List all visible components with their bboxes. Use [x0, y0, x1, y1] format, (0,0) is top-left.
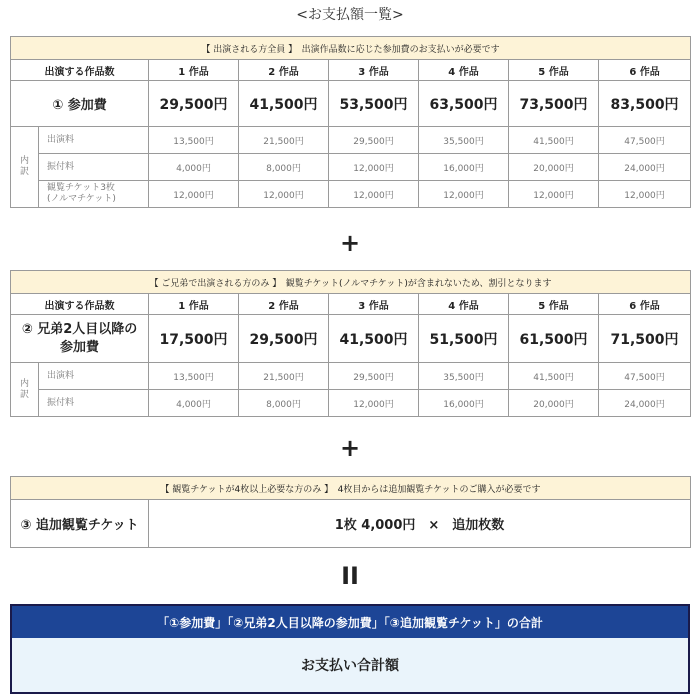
breakdown-value: 16,000円 — [419, 154, 509, 181]
section1-banner: 【 出演される方全員 】 出演作品数に応じた参加費のお支払いが必要です — [11, 37, 691, 60]
performance-fee-label: 出演料 — [39, 363, 149, 390]
breakdown-value: 12,000円 — [149, 181, 239, 208]
fee-value: 61,500円 — [509, 315, 599, 363]
fee-value: 29,500円 — [149, 81, 239, 127]
fee-value: 53,500円 — [329, 81, 419, 127]
breakdown-value: 20,000円 — [509, 154, 599, 181]
column-header: 4 作品 — [419, 294, 509, 315]
additional-ticket-label: ③ 追加観覧チケット — [11, 500, 149, 548]
column-header: 3 作品 — [329, 60, 419, 81]
additional-ticket-table — [10, 476, 691, 548]
column-header: 3 作品 — [329, 294, 419, 315]
fee-value: 17,500円 — [149, 315, 239, 363]
breakdown-value: 12,000円 — [329, 181, 419, 208]
breakdown-value: 29,500円 — [329, 363, 419, 390]
participation-fee-table — [10, 36, 691, 208]
breakdown-value: 12,000円 — [509, 181, 599, 208]
fee-value: 63,500円 — [419, 81, 509, 127]
breakdown-value: 12,000円 — [329, 390, 419, 417]
fee-value: 71,500円 — [599, 315, 691, 363]
fee-value: 73,500円 — [509, 81, 599, 127]
works-count-header: 出演する作品数 — [11, 60, 149, 81]
equals-sign: II — [341, 562, 359, 590]
breakdown-value: 12,000円 — [239, 181, 329, 208]
fee-value: 41,500円 — [239, 81, 329, 127]
plus-sign: + — [339, 229, 361, 257]
sibling-fee-label: ② 兄弟2人目以降の 参加費 — [11, 315, 149, 363]
breakdown-value: 13,500円 — [149, 127, 239, 154]
page-title: <お支払額一覧> — [296, 7, 404, 23]
participation-fee-label: ① 参加費 — [11, 81, 149, 127]
breakdown-value: 41,500円 — [509, 363, 599, 390]
works-count-header: 出演する作品数 — [11, 294, 149, 315]
fee-value: 51,500円 — [419, 315, 509, 363]
breakdown-value: 29,500円 — [329, 127, 419, 154]
breakdown-label: 内 訳 — [11, 363, 39, 417]
column-header: 2 作品 — [239, 60, 329, 81]
breakdown-value: 20,000円 — [509, 390, 599, 417]
breakdown-value: 4,000円 — [149, 154, 239, 181]
breakdown-value: 21,500円 — [239, 363, 329, 390]
breakdown-value: 16,000円 — [419, 390, 509, 417]
breakdown-value: 12,000円 — [419, 181, 509, 208]
column-header: 5 作品 — [509, 294, 599, 315]
fee-value: 29,500円 — [239, 315, 329, 363]
breakdown-value: 24,000円 — [599, 390, 691, 417]
breakdown-value: 35,500円 — [419, 127, 509, 154]
column-header: 6 作品 — [599, 294, 691, 315]
choreography-fee-label: 振付料 — [39, 154, 149, 181]
breakdown-value: 12,000円 — [599, 181, 691, 208]
breakdown-label: 内 訳 — [11, 127, 39, 208]
breakdown-value: 24,000円 — [599, 154, 691, 181]
breakdown-value: 8,000円 — [239, 390, 329, 417]
column-header: 2 作品 — [239, 294, 329, 315]
breakdown-value: 12,000円 — [329, 154, 419, 181]
breakdown-value: 4,000円 — [149, 390, 239, 417]
section3-banner: 【 観覧チケットが4枚以上必要な方のみ 】 4枚目からは追加観覧チケットのご購入が必要です — [11, 477, 691, 500]
breakdown-value: 8,000円 — [239, 154, 329, 181]
plus-sign: + — [339, 434, 361, 462]
additional-ticket-formula: 1枚 4,000円 × 追加枚数 — [149, 500, 691, 548]
breakdown-value: 41,500円 — [509, 127, 599, 154]
total-heading: 「①参加費」「②兄弟2人目以降の参加費」「③追加観覧チケット」の合計 — [10, 604, 690, 640]
column-header: 1 作品 — [149, 294, 239, 315]
breakdown-value: 21,500円 — [239, 127, 329, 154]
breakdown-value: 35,500円 — [419, 363, 509, 390]
ticket-fee-label: 観覧チケット3枚 (ノルマチケット) — [39, 181, 149, 208]
fee-value: 41,500円 — [329, 315, 419, 363]
column-header: 1 作品 — [149, 60, 239, 81]
breakdown-value: 47,500円 — [599, 363, 691, 390]
column-header: 6 作品 — [599, 60, 691, 81]
column-header: 5 作品 — [509, 60, 599, 81]
breakdown-value: 47,500円 — [599, 127, 691, 154]
fee-value: 83,500円 — [599, 81, 691, 127]
column-header: 4 作品 — [419, 60, 509, 81]
choreography-fee-label: 振付料 — [39, 390, 149, 417]
performance-fee-label: 出演料 — [39, 127, 149, 154]
sibling-fee-table — [10, 270, 691, 417]
breakdown-value: 13,500円 — [149, 363, 239, 390]
section2-banner: 【 ご兄弟で出演される方のみ 】 観覧チケット(ノルマチケット)が含まれないため、割引となります — [11, 271, 691, 294]
total-amount-label: お支払い合計額 — [10, 638, 690, 694]
